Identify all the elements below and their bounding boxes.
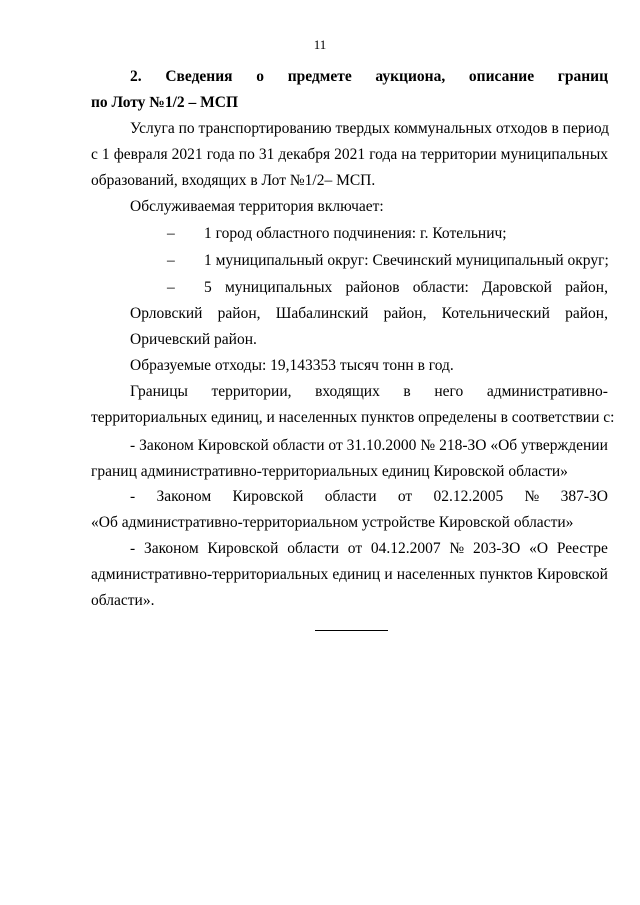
law-word: от [328,437,343,454]
law-word: - [130,488,136,505]
list-word: район, [565,305,608,322]
waste-volume: Образуемые отходы: 19,143353 тысяч тонн в год. [130,357,454,374]
law-word: 04.12.2007 [370,540,441,557]
law-word: пунктов [479,566,533,583]
paragraph-word: территории, [211,383,292,400]
law-word: Кировской [232,488,304,505]
list-dash: – [167,252,175,269]
heading-word: 2. [130,68,142,85]
law-word: единиц [332,566,381,583]
law-word: «Об [490,437,518,454]
heading-word: описание [468,68,535,85]
law-reference [130,488,608,506]
list-item-continuation [130,305,608,323]
section-heading-line2: по Лоту №1/2 – МСП [91,94,239,111]
law-word: Реестре [556,540,608,557]
paragraph-line [130,383,608,401]
law-word: Законом [156,488,212,505]
list-word: Даровской [482,279,552,296]
paragraph-line: территориальных единиц, и населенных пунктов определены в соответствии с: [91,409,615,426]
law-reference-line: границ административно-территориальных единиц Кировской области» [91,463,568,480]
paragraph-word: него [434,383,464,400]
list-word: 5 [204,279,212,296]
law-word: 31.10.2000 [346,437,417,454]
law-reference [130,437,608,455]
law-reference-line [91,566,608,584]
paragraph-word: Границы [130,383,188,400]
list-word: Котельнический [441,305,550,322]
paragraph-word: входящих [315,383,380,400]
law-word: населенных [396,566,476,583]
law-word: от [347,540,363,557]
law-reference [130,540,608,558]
list-word: муниципальных [224,279,333,296]
page-number: 11 [313,37,327,52]
law-word: области [324,488,377,505]
law-word: Законом [143,540,199,557]
law-word: от [397,488,413,505]
law-word: - [130,437,136,454]
law-word: «О [529,540,549,557]
heading-word: аукциона, [375,68,446,85]
heading-word: Сведения [165,68,233,85]
law-word: Кировской [197,437,269,454]
law-word: области [287,540,340,557]
list-item: 1 город областного подчинения: г. Котельнич; [204,225,507,242]
heading-word: о [256,68,264,85]
list-dash: – [167,279,175,296]
law-reference-line: области». [91,592,155,609]
list-dash: – [167,225,175,242]
list-word: области: [412,279,469,296]
paragraph-line: Услуга по транспортированию твердых коммунальных отходов в период [130,120,610,137]
law-word: утверждении [521,437,608,454]
paragraph-line: образований, входящих в Лот №1/2– МСП. [91,172,376,189]
law-word: № [449,540,465,557]
law-word: и [384,566,393,583]
law-word: № [524,488,540,505]
paragraph-line: с 1 февраля 2021 года по 31 декабря 2021 года на территории муниципальных [91,146,608,163]
list-item [204,279,608,297]
list-word: Шабалинский [275,305,369,322]
list-word: районов [345,279,400,296]
end-divider [315,630,388,631]
law-word: Кировской [207,540,279,557]
law-word: Законом [139,437,194,454]
section-heading-line1 [130,68,608,86]
territory-intro: Обслуживаемая территория включает: [130,198,384,215]
heading-word: границ [557,68,608,85]
law-word: 203-ЗО [472,540,521,557]
list-word: Орловский [130,305,203,322]
law-word: Кировской [536,566,608,583]
law-word: 387-ЗО [560,488,608,505]
list-word: район, [217,305,261,322]
list-item-continuation: Оричевский район. [130,331,257,348]
law-word: - [130,540,136,557]
list-item: 1 муниципальный округ: Свечинский муниципальный округ; [204,252,609,269]
law-word: № [420,437,436,454]
law-word: 02.12.2005 [433,488,504,505]
paragraph-word: в [403,383,411,400]
law-reference-line: «Об административно-территориальном устройстве Кировской области» [91,514,574,531]
law-word: административно-территориальных [91,566,329,583]
list-word: район, [383,305,427,322]
law-word: 218-ЗО [439,437,487,454]
list-word: район, [565,279,608,296]
heading-word: предмете [287,68,352,85]
law-word: области [272,437,325,454]
paragraph-word: административно- [486,383,608,400]
